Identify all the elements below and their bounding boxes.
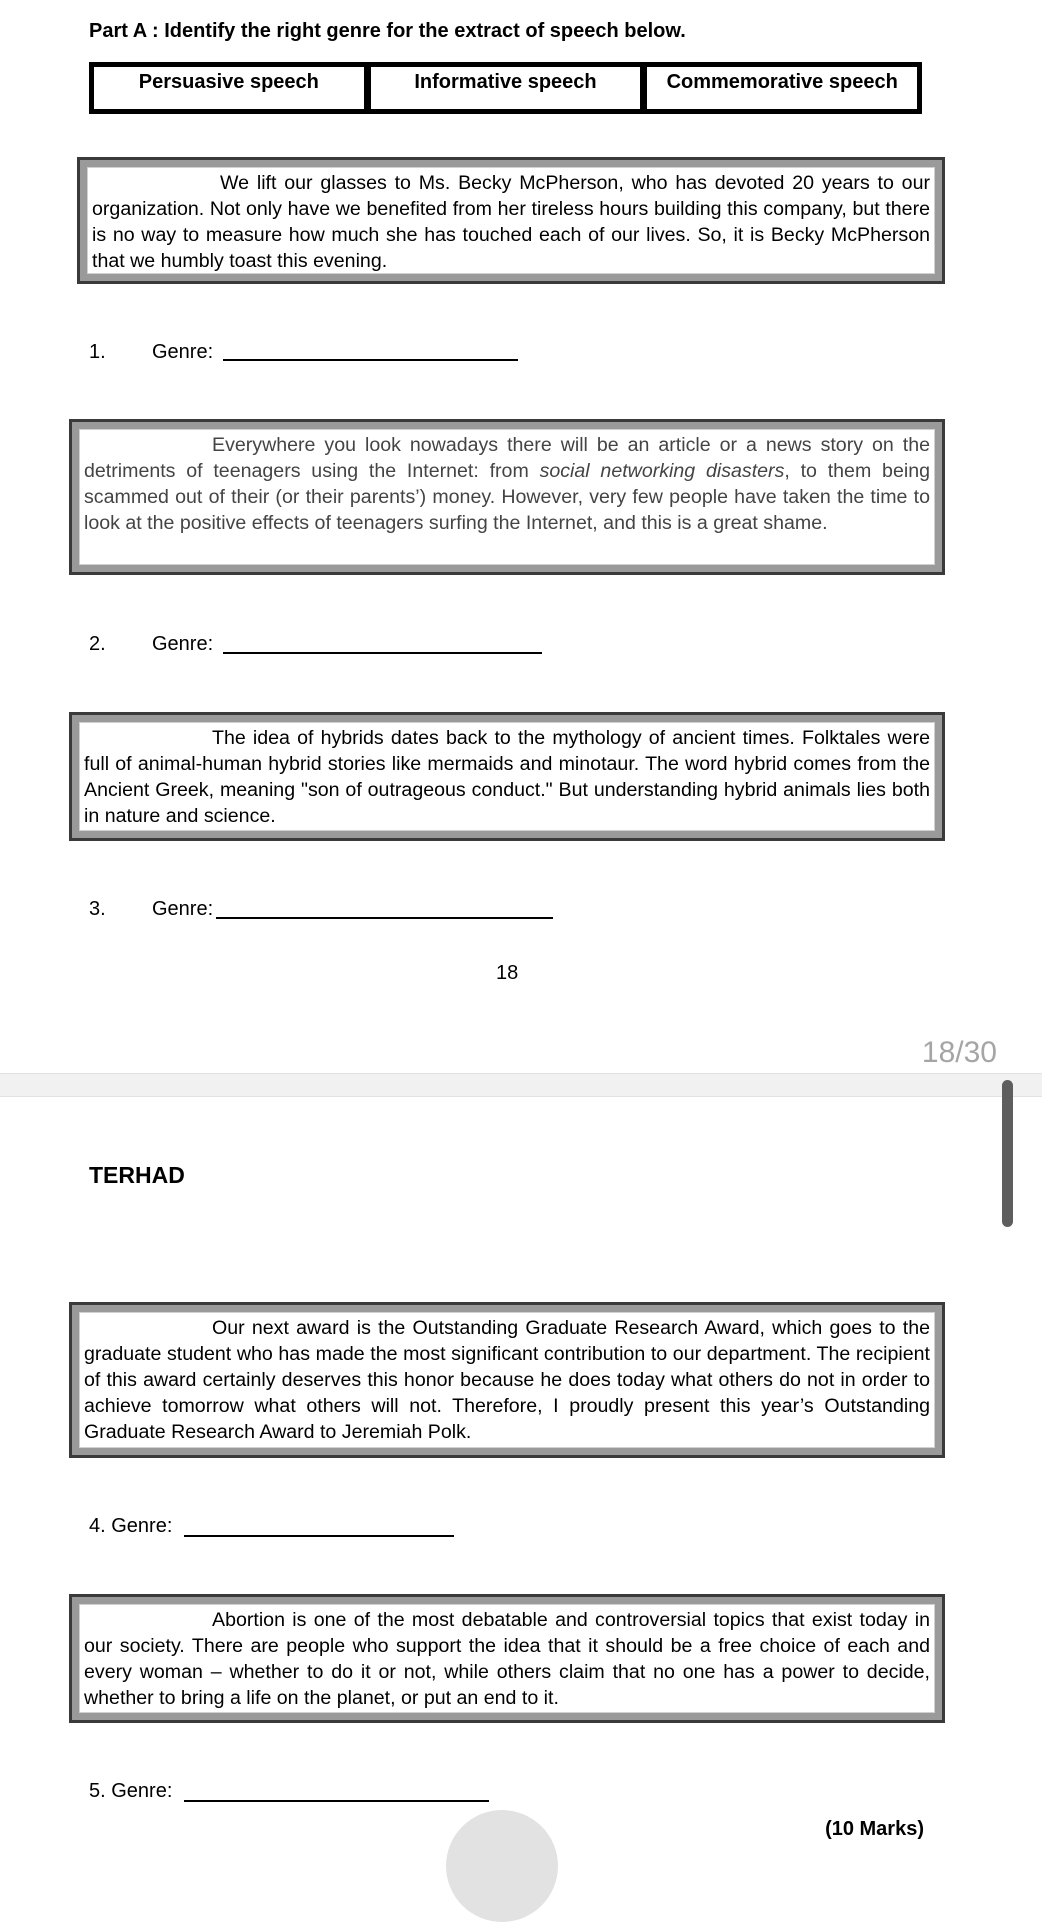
passage-box-3 xyxy=(69,712,945,841)
answer-line-5[interactable] xyxy=(184,1800,489,1802)
question-label-2: Genre: xyxy=(152,633,214,655)
terhad-label: TERHAD xyxy=(89,1162,185,1188)
marks-label: (10 Marks) xyxy=(825,1818,924,1840)
scrollbar-thumb[interactable] xyxy=(1002,1080,1013,1227)
answer-line-3[interactable] xyxy=(216,917,553,919)
question-number-1: 1. xyxy=(89,341,106,363)
question-label-1: Genre: xyxy=(152,341,214,363)
passage-box-5 xyxy=(69,1594,945,1723)
part-a-heading: Part A : Identify the right genre for the extract of speech below. xyxy=(89,20,686,42)
passage-box-2 xyxy=(69,419,945,575)
question-label-4: 4. Genre: xyxy=(89,1515,173,1537)
passage-text-4: Our next award is the Outstanding Graduate Research Award, which goes to the graduate student who has made the most significant contribution to our department. The recipient of this award certainly deserves this honor because he does today what others do not in order to achieve tomorrow what others will not. Therefore, I proudly present this year’s Outstanding Graduate Research Award to Jeremiah Polk. xyxy=(84,1317,930,1443)
passage-text-2-before: Everywhere you look nowadays there will be an article or a news story on the detriments of teenagers using the Internet: from xyxy=(84,434,930,482)
question-number-2: 2. xyxy=(89,633,106,655)
floating-action-button[interactable] xyxy=(446,1810,558,1922)
passage-text-2 xyxy=(84,432,930,536)
viewer-page-indicator: 18/30 xyxy=(921,1036,997,1069)
passage-box-1 xyxy=(77,157,945,284)
genre-option-informative: Informative speech xyxy=(371,67,641,109)
answer-line-2[interactable] xyxy=(223,652,542,654)
passage-text-5: Abortion is one of the most debatable and controversial topics that exist today in our society. There are people who support the idea that it should be a free choice of each and every woman – whether to do it or not, while others claim that no one has a power to decide, whether to bring a life on the planet, or put an end to it. xyxy=(84,1609,930,1709)
genre-option-commemorative: Commemorative speech xyxy=(647,67,917,109)
genre-option-persuasive: Persuasive speech xyxy=(94,67,364,109)
genre-options-table xyxy=(89,62,922,114)
question-label-5: 5. Genre: xyxy=(89,1780,173,1802)
passage-text-2-italic: social networking disasters xyxy=(539,460,785,482)
passage-text-2-after: , to them being scammed out of their (or their parents’) money. However, very few people have taken the time to look at the positive effects of teenagers surfing the Internet, and this is a great shame. xyxy=(84,460,930,534)
passage-text-3: The idea of hybrids dates back to the mythology of ancient times. Folktales were full of animal-human hybrid stories like mermaids and minotaur. The word hybrid comes from the Ancient Greek, meaning "son of outrageous conduct." But understanding hybrid animals lies both in nature and science. xyxy=(84,727,930,827)
question-number-3: 3. xyxy=(89,898,106,920)
page-separator xyxy=(0,1073,1042,1097)
passage-text-1: We lift our glasses to Ms. Becky McPherson, who has devoted 20 years to our organization. Not only have we benefited from her tireless hours building this company, but there is no way to measure how much she has touched each of our lives. So, it is Becky McPherson that we humbly toast this evening. xyxy=(92,172,930,272)
page-number: 18 xyxy=(496,962,519,984)
question-label-3: Genre: xyxy=(152,898,214,920)
answer-line-4[interactable] xyxy=(184,1535,454,1537)
answer-line-1[interactable] xyxy=(223,359,518,361)
passage-box-4 xyxy=(69,1302,945,1458)
